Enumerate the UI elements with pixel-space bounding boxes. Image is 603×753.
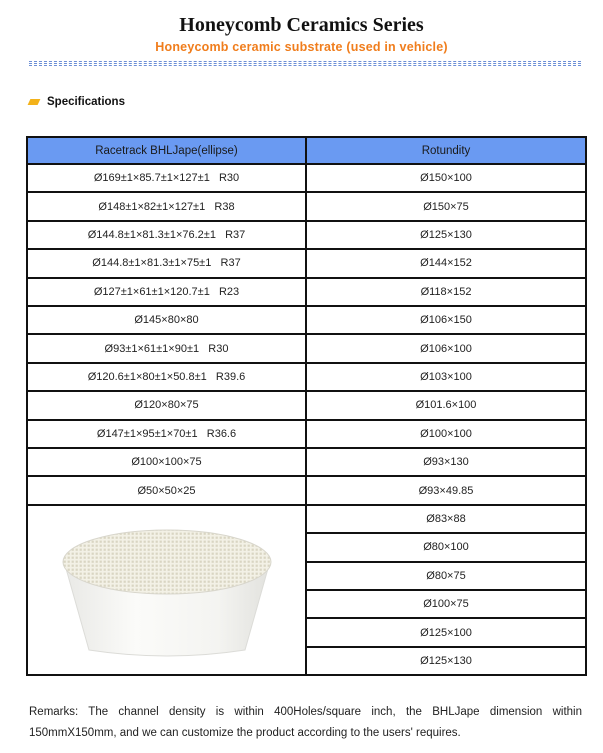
rotundity-cell: Ø80×75 — [307, 563, 585, 589]
column-header-racetrack: Racetrack BHLJape(ellipse) — [28, 138, 305, 163]
rotundity-cell: Ø106×150 — [307, 307, 585, 333]
divider-line — [29, 61, 581, 62]
rotundity-cell: Ø100×100 — [307, 421, 585, 447]
rotundity-cell: Ø125×100 — [307, 619, 585, 645]
rotundity-cell: Ø103×100 — [307, 364, 585, 390]
rotundity-cell: Ø93×49.85 — [307, 477, 585, 503]
racetrack-cell: Ø169±1×85.7±1×127±1 R30 — [28, 165, 305, 191]
racetrack-cell: Ø144.8±1×81.3±1×76.2±1 R37 — [28, 222, 305, 248]
rotundity-cell: Ø125×130 — [307, 648, 585, 674]
rotundity-cell: Ø80×100 — [307, 534, 585, 560]
rotundity-cell: Ø106×100 — [307, 335, 585, 361]
divider-line — [29, 65, 581, 66]
rotundity-cell: Ø100×75 — [307, 591, 585, 617]
racetrack-cell: Ø120.6±1×80±1×50.8±1 R39.6 — [28, 364, 305, 390]
rotundity-cell: Ø83×88 — [307, 506, 585, 532]
racetrack-cell: Ø148±1×82±1×127±1 R38 — [28, 193, 305, 219]
column-header-rotundity: Rotundity — [307, 138, 585, 163]
racetrack-cell: Ø145×80×80 — [28, 307, 305, 333]
specifications-table — [26, 136, 587, 676]
page-subtitle: Honeycomb ceramic substrate (used in vehicle) — [155, 40, 448, 54]
racetrack-cell: Ø50×50×25 — [28, 477, 305, 503]
racetrack-cell: Ø93±1×61±1×90±1 R30 — [28, 335, 305, 361]
section-heading — [29, 96, 125, 108]
rotundity-cell: Ø150×75 — [307, 193, 585, 219]
remarks-text: Remarks: The channel density is within 400Holes/square inch, the BHLJape dimension within 150mmX150mm, and we can customize the product according to the users' requires. — [29, 706, 582, 739]
rotundity-cell: Ø150×100 — [307, 165, 585, 191]
divider-line — [29, 63, 581, 64]
section-heading-label: Specifications — [47, 96, 125, 108]
rotundity-cell: Ø101.6×100 — [307, 392, 585, 418]
rotundity-cell: Ø93×130 — [307, 449, 585, 475]
bullet-icon — [28, 99, 41, 105]
product-image — [28, 506, 305, 674]
rotundity-cell: Ø144×152 — [307, 250, 585, 276]
rotundity-cell: Ø118×152 — [307, 279, 585, 305]
racetrack-cell: Ø100×100×75 — [28, 449, 305, 475]
racetrack-cell: Ø147±1×95±1×70±1 R36.6 — [28, 421, 305, 447]
racetrack-cell: Ø120×80×75 — [28, 392, 305, 418]
page-title: Honeycomb Ceramics Series — [179, 14, 424, 36]
racetrack-cell: Ø144.8±1×81.3±1×75±1 R37 — [28, 250, 305, 276]
rotundity-cell: Ø125×130 — [307, 222, 585, 248]
racetrack-cell: Ø127±1×61±1×120.7±1 R23 — [28, 279, 305, 305]
honeycomb-ceramic-icon — [47, 520, 287, 660]
